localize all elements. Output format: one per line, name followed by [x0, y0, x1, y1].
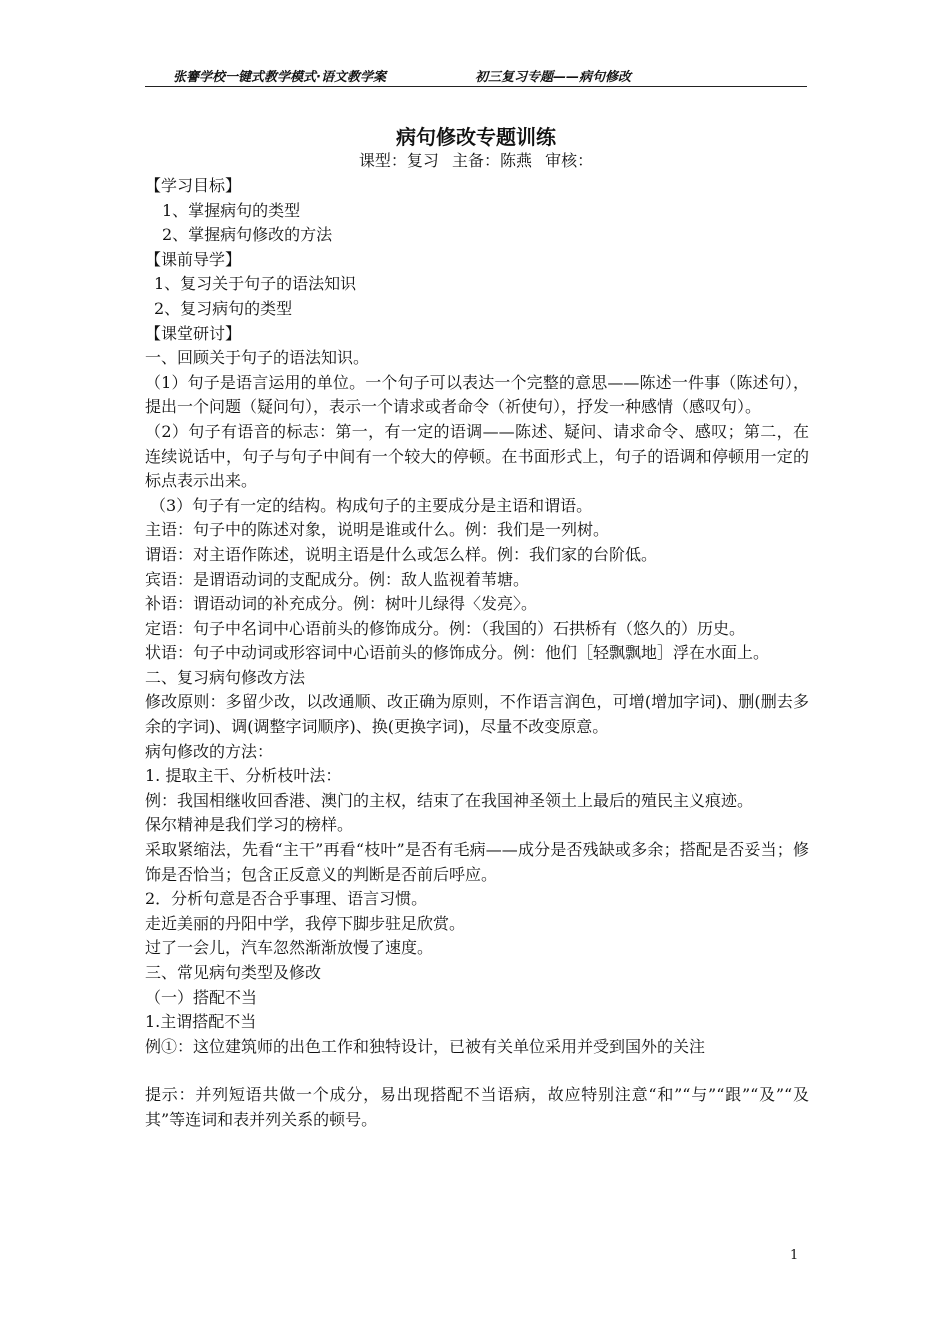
sentence-component: 宾语：是谓语动词的支配成分。例：敌人监视着苇塘。: [145, 569, 530, 589]
preview-item: 1、复习关于句子的语法知识: [154, 274, 357, 294]
lesson-type: 课型：复习: [358, 151, 439, 170]
header-school-title: 张謇学校一键式教学模式·语文教学案: [173, 70, 386, 85]
error-type: （一）搭配不当: [145, 987, 258, 1007]
method-item: 2．分析句意是否合乎事理、语言习惯。: [145, 889, 428, 909]
class-heading: 【课堂研讨】: [145, 323, 242, 343]
document-body: [145, 174, 809, 1133]
goal-item: 1、掌握病句的类型: [162, 200, 301, 220]
document-title: 病句修改专题训练: [396, 125, 556, 149]
sentence-component: 主语：句子中的陈述对象，说明是谁或什么。例：我们是一列树。: [145, 520, 610, 540]
example-sentence: 例①：这位建筑师的出色工作和独特设计，已被有关单位采用并受到国外的关注: [145, 1036, 706, 1056]
grammar-point: （1）句子是语言运用的单位。一个句子可以表达一个完整的意思——陈述一件事（陈述句），提出一个问题（疑问句），表示一个请求或者命令（祈使句），抒发一种感情（感叹句）。: [145, 372, 809, 417]
section-title: 三、常见病句类型及修改: [145, 963, 322, 982]
error-subtype: 1.主谓搭配不当: [145, 1012, 257, 1032]
example-sentence: 保尔精神是我们学习的榜样。: [145, 815, 354, 835]
example-sentence: 走近美丽的丹阳中学，我停下脚步驻足欣赏。: [145, 913, 466, 933]
grammar-point: （2）句子有语音的标志：第一，有一定的语调——陈述、疑问、请求命令、感叹；第二，在连续说话中，句子与句子中间有一个较大的停顿。在书面形式上，句子的语调和停顿用一定的标点表示出来。: [145, 421, 809, 491]
preview-heading: 【课前导学】: [145, 249, 242, 269]
section-title: 二、复习病句修改方法: [145, 667, 306, 687]
goals-heading: 【学习目标】: [145, 176, 242, 195]
page-number: 1: [790, 1248, 799, 1263]
tip-note: 提示：并列短语共做一个成分，易出现搭配不当语病，故应特别注意“和”“与”“跟”“及”“及其”等连词和表并列关系的顿号。: [145, 1085, 809, 1129]
method-item: 1. 提取主干、分析枝叶法：: [145, 766, 342, 786]
sentence-component: 状语：句子中动词或形容词中心语前头的修饰成分。例：他们［轻飘飘地］浮在水面上。: [145, 643, 770, 663]
preview-item: 2、复习病句的类型: [154, 298, 293, 318]
example-sentence: 过了一会儿，汽车忽然渐渐放慢了速度。: [145, 938, 434, 958]
goal-item: 2、掌握病句修改的方法: [162, 225, 333, 245]
section-title: 一、回顾关于句子的语法知识。: [145, 348, 370, 368]
page-header: [145, 64, 807, 87]
revision-principle: 修改原则：多留少改，以改通顺、改正确为原则，不作语言润色，可增(增加字词)、删(删去多余的字词)、调(调整字词顺序)、换(更换字词)，尽量不改变原意。: [145, 692, 809, 737]
methods-title: 病句修改的方法：: [145, 741, 274, 761]
sentence-component: 定语：句子中名词中心语前头的修饰成分。例：（我国的）石拱桥有（悠久的）历史。: [145, 618, 746, 638]
lesson-preparer: 主备：陈燕: [451, 151, 532, 170]
lesson-meta: [145, 150, 807, 172]
method-note: 采取紧缩法，先看“主干”再看“枝叶”是否有毛病——成分是否残缺或多余；搭配是否妥当；修饰是否恰当；包含正反意义的判断是否前后呼应。: [145, 840, 809, 884]
header-topic-title: 初三复习专题——病句修改: [475, 70, 632, 85]
lesson-reviewer: 审核：: [545, 151, 594, 170]
sentence-component: 谓语：对主语作陈述，说明主语是什么或怎么样。例：我们家的台阶低。: [145, 544, 658, 564]
example-sentence: 例：我国相继收回香港、澳门的主权，结束了在我国神圣领土上最后的殖民主义痕迹。: [145, 790, 754, 810]
grammar-point: （3）句子有一定的结构。构成句子的主要成分是主语和谓语。: [150, 495, 593, 515]
sentence-component: 补语：谓语动词的补充成分。例：树叶儿绿得〈发亮〉。: [145, 594, 538, 614]
